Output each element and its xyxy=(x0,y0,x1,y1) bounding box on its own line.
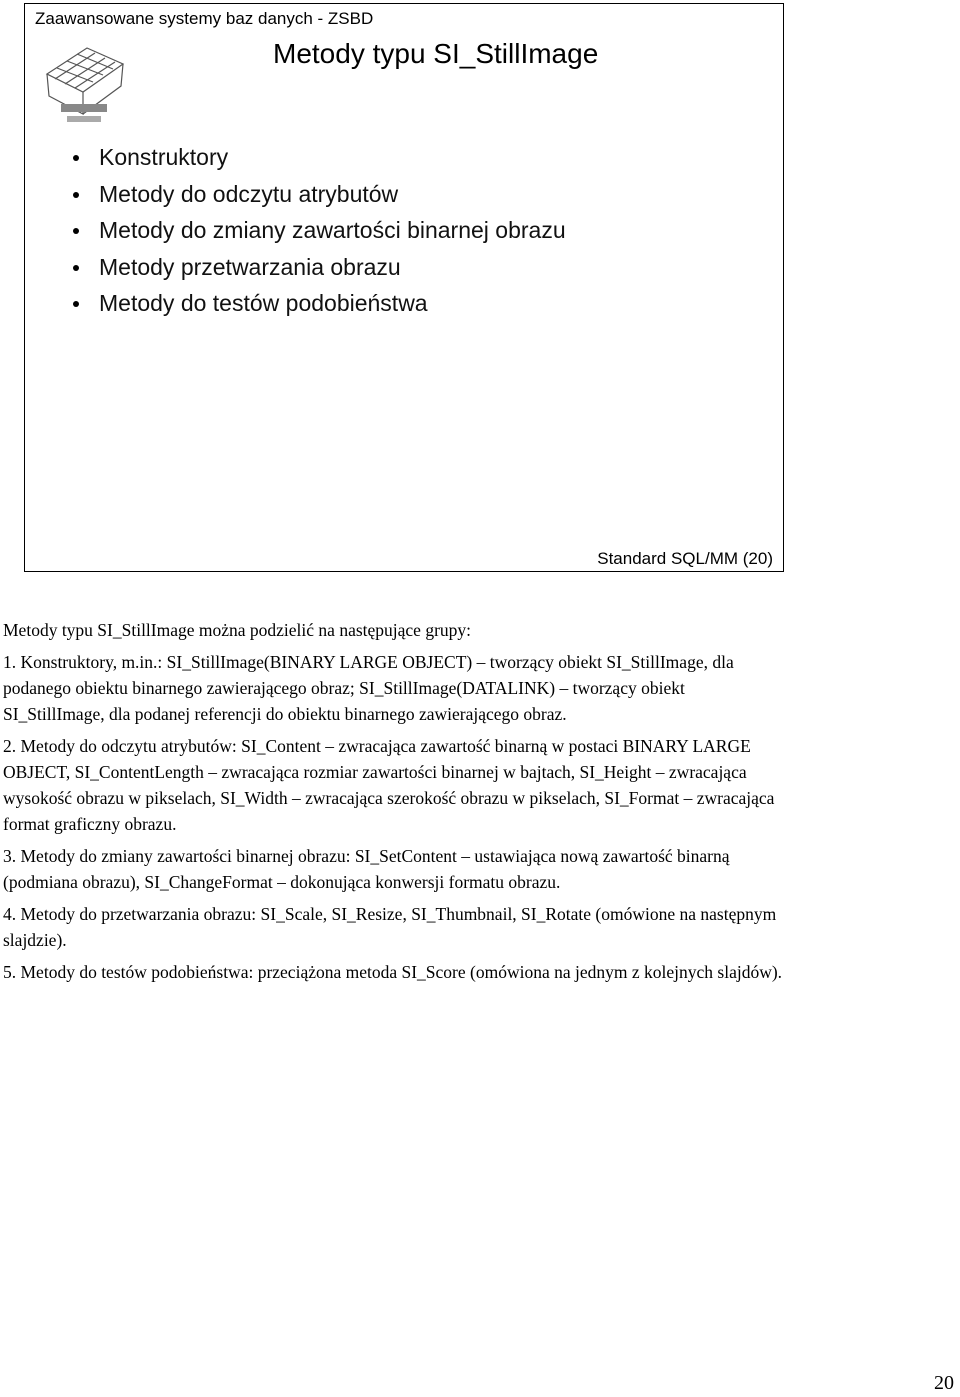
slide-title: Metody typu SI_StillImage xyxy=(273,38,599,69)
notes-intro: Metody typu SI_StillImage można podzielić na następujące grupy: xyxy=(3,620,472,640)
slide-footer: Standard SQL/MM (20) xyxy=(597,549,773,568)
bullet-item: Konstruktory xyxy=(69,142,566,179)
notes-item: 4. Metody do przetwarzania obrazu: SI_Scale, SI_Resize, SI_Thumbnail, SI_Rotate (omówione na następnym slajdzie). xyxy=(3,904,777,950)
slide-frame xyxy=(24,3,784,572)
bullet-item: Metody do zmiany zawartości binarnej obrazu xyxy=(69,215,566,252)
slide-header: Zaawansowane systemy baz danych - ZSBD xyxy=(35,9,374,28)
bullet-list xyxy=(69,142,566,325)
notes-item: 3. Metody do zmiany zawartości binarnej obrazu: SI_SetContent – ustawiająca nową zawartość binarną (podmiana obrazu), SI_ChangeFormat – dokonująca konwersji formatu obrazu. xyxy=(3,846,730,892)
bullet-item: Metody do testów podobieństwa xyxy=(69,288,566,325)
page-number: 20 xyxy=(934,1372,954,1394)
bullet-item: Metody przetwarzania obrazu xyxy=(69,252,566,289)
notes-item: 1. Konstruktory, m.in.: SI_StillImage(BINARY LARGE OBJECT) – tworzący obiekt SI_StillImage, dla podanego obiektu binarnego zawierającego obraz; SI_StillImage(DATALINK) – tworzący obiekt SI_StillImage, dla podanej referencji do obiektu binarnego zawierającego obraz. xyxy=(3,652,734,724)
notes-item: 5. Metody do testów podobieństwa: przeciążona metoda SI_Score (omówiona na jednym z kolejnych slajdów). xyxy=(3,962,783,982)
bullet-item: Metody do odczytu atrybutów xyxy=(69,179,566,216)
university-grid-logo-icon xyxy=(39,34,129,129)
notes-section xyxy=(3,617,783,991)
notes-item: 2. Metody do odczytu atrybutów: SI_Content – zwracająca zawartość binarną w postaci BINARY LARGE OBJECT, SI_ContentLength – zwracająca rozmiar zawartości binarnej w bajtach, SI_Height – zwracająca wysokość obrazu w pikselach, SI_Width – zwracająca szerokość obrazu w pikselach, SI_Format – zwracająca format graficzny obrazu. xyxy=(3,736,775,834)
